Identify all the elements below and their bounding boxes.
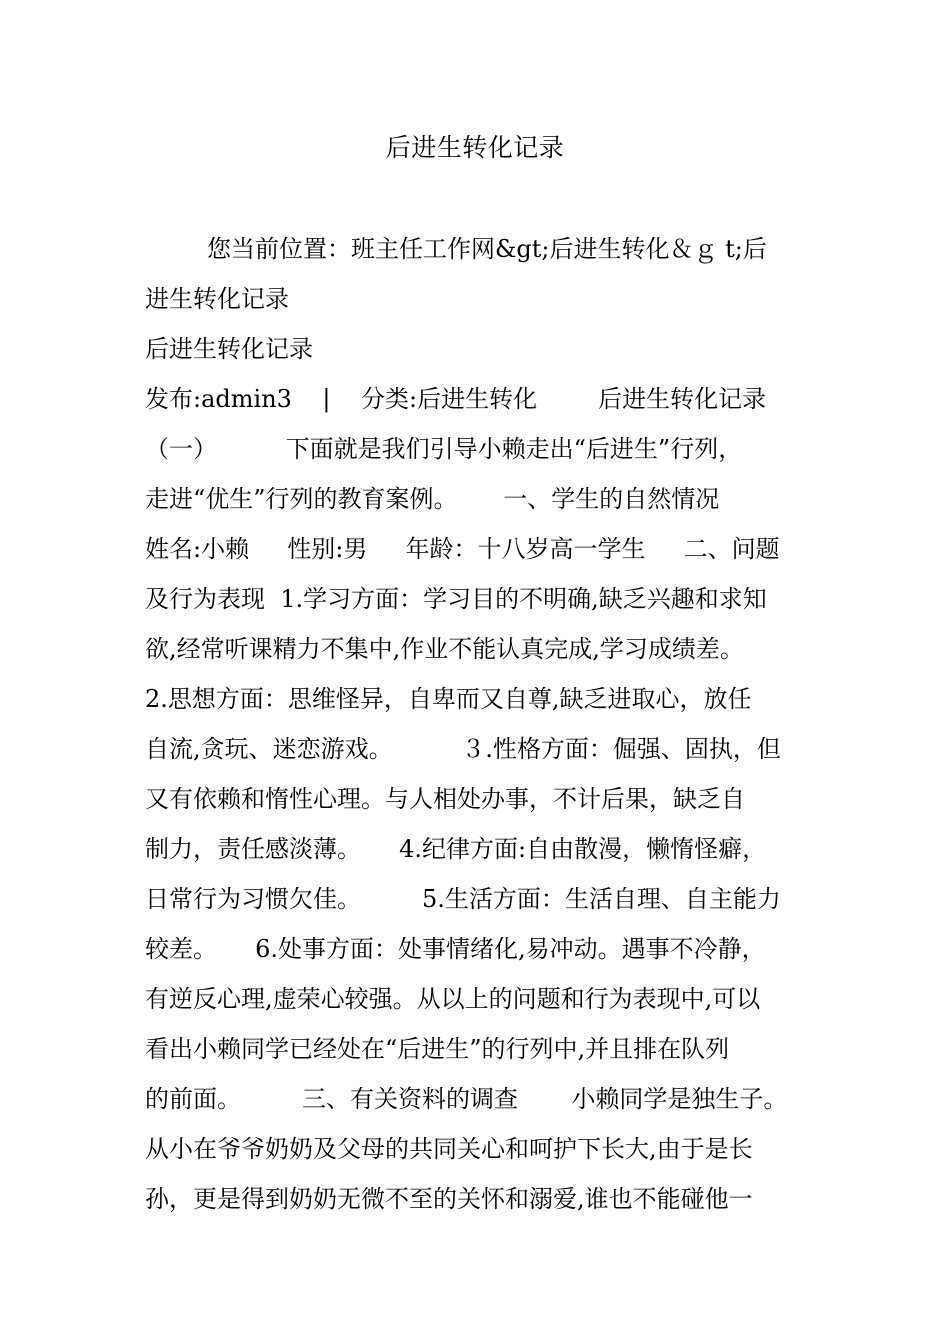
paragraph-line: 制力，责任感淡薄。 4.纪律方面:自由散漫，懒惰怪癖， — [145, 835, 767, 863]
paragraph-line: 2.思想方面：思维怪异，自卑而又自尊,缺乏进取心，放任 — [145, 685, 752, 713]
article-meta: 发布:admin3 | 分类:后进生转化 后进生转化记录 — [145, 385, 767, 413]
paragraph-line: 孙，更是得到奶奶无微不至的关怀和溺爱,谁也不能碰他一 — [145, 1185, 753, 1213]
paragraph-line: 日常行为习惯欠佳。 5.生活方面：生活自理、自主能力 — [145, 885, 781, 913]
paragraph-line: 又有依赖和惰性心理。与人相处办事，不计后果，缺乏自 — [145, 785, 745, 813]
paragraph-line: 从小在爷爷奶奶及父母的共同关心和呵护下长大,由于是长 — [145, 1135, 753, 1163]
paragraph-line: 欲,经常听课精力不集中,作业不能认真完成,学习成绩差。 — [145, 635, 744, 663]
paragraph-line: 有逆反心理,虚荣心较强。从以上的问题和行为表现中,可以 — [145, 985, 761, 1013]
document-body — [145, 228, 825, 1228]
breadcrumb-line: 您当前位置：班主任工作网&gt;后进生转化＆ｇ t;后 — [207, 235, 767, 263]
paragraph-line: 及行为表现 1.学习方面：学习目的不明确,缺乏兴趣和求知 — [145, 585, 767, 613]
paragraph-line: 姓名:小赖 性别:男 年龄：十八岁高一学生 二、问题 — [145, 535, 780, 563]
paragraph-line: （一） 下面就是我们引导小赖走出“后进生”行列， — [145, 435, 743, 463]
paragraph-line: 看出小赖同学已经处在“后进生”的行列中,并且排在队列 — [145, 1035, 730, 1063]
breadcrumb-line-continued: 进生转化记录 — [145, 285, 289, 313]
paragraph-line: 的前面。 三、有关资料的调查 小赖同学是独生子。 — [145, 1085, 788, 1113]
paragraph-line: 自流,贪玩、迷恋游戏。 ３.性格方面：倔强、固执，但 — [145, 735, 781, 763]
paragraph-line: 走进“优生”行列的教育案例。 一、学生的自然情况 — [145, 485, 720, 513]
document-title: 后进生转化记录 — [385, 133, 565, 162]
paragraph-line: 较差。 6.处事方面：处事情绪化,易冲动。遇事不冷静， — [145, 935, 766, 963]
article-heading: 后进生转化记录 — [145, 335, 313, 363]
